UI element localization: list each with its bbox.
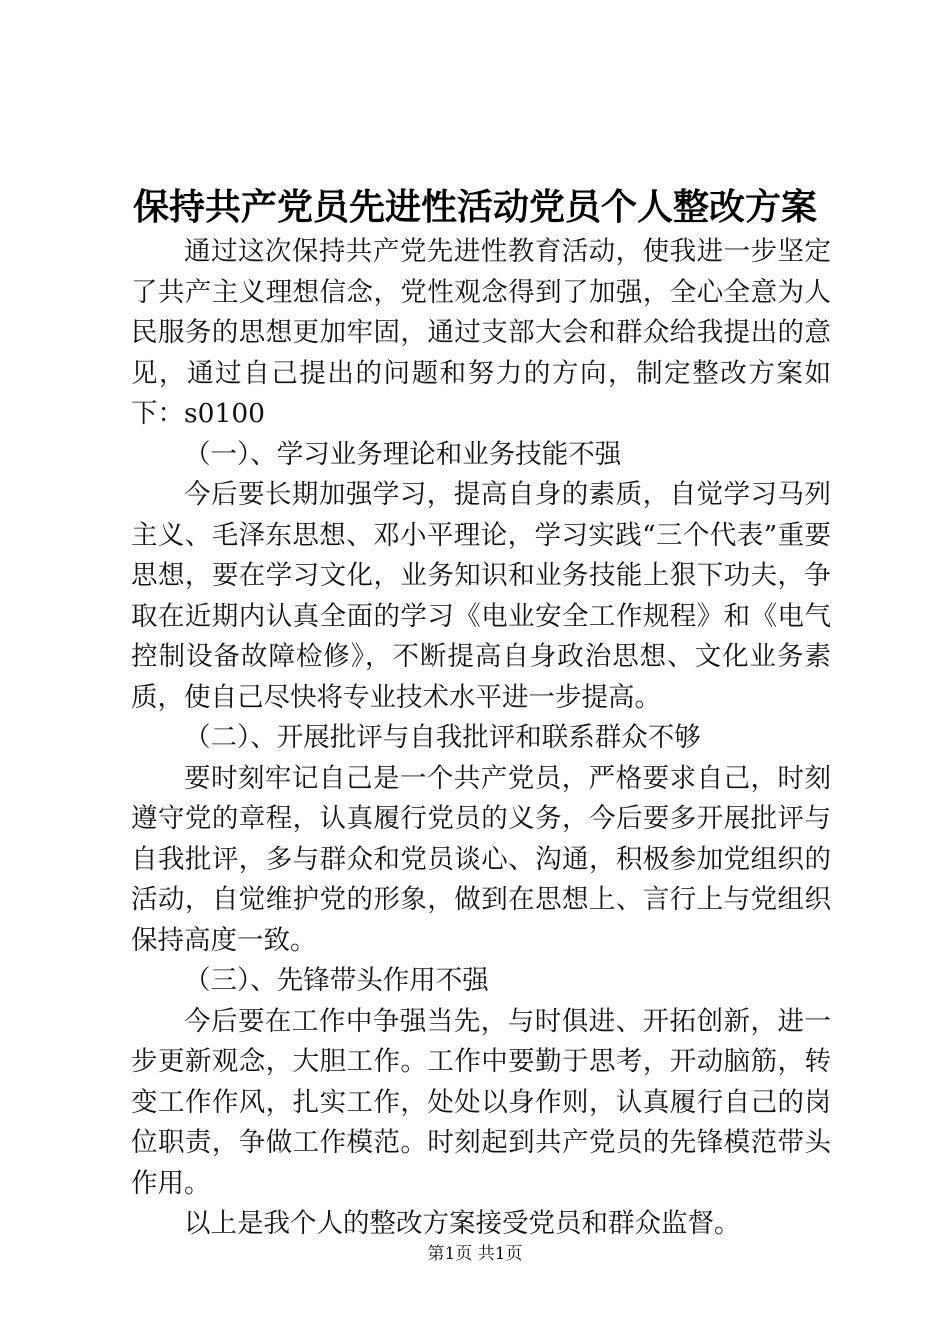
document-body bbox=[131, 232, 831, 1245]
section-3-body: 今后要在工作中争强当先，与时俱进、开拓创新，进一步更新观念，大胆工作。工作中要勤于思考，开动脑筋，转变工作作风，扎实工作，处处以身作则，认真履行自己的岗位职责，争做工作模范。时刻起到共产党员的先锋模范带头作用。 bbox=[131, 1005, 831, 1199]
closing-paragraph: 以上是我个人的整改方案接受党员和群众监督。 bbox=[184, 1208, 741, 1239]
page-footer: 第1页 共1页 bbox=[427, 1244, 523, 1264]
section-3-heading: （三）、先锋带头作用不强 bbox=[184, 965, 489, 996]
section-2-heading: （二）、开展批评与自我批评和联系群众不够 bbox=[184, 722, 701, 753]
section-2-body: 要时刻牢记自己是一个共产党员，严格要求自己，时刻遵守党的章程，认真履行党员的义务，今后要多开展批评与自我批评，多与群众和党员谈心、沟通，积极参加党组织的活动，自觉维护党的形象，做到在思想上、言行上与党组织保持高度一致。 bbox=[131, 762, 831, 956]
intro-paragraph: 通过这次保持共产党先进性教育活动，使我进一步坚定了共产主义理想信念，党性观念得到了加强，全心全意为人民服务的思想更加牢固，通过支部大会和群众给我提出的意见，通过自己提出的问题和努力的方向，制定整改方案如下：s0100 bbox=[131, 236, 831, 429]
document-title: 保持共产党员先进性活动党员个人整改方案 bbox=[132, 186, 817, 228]
section-1-body: 今后要长期加强学习，提高自身的素质，自觉学习马列主义、毛泽东思想、邓小平理论，学习实践“三个代表”重要思想，要在学习文化，业务知识和业务技能上狠下功夫，争取在近期内认真全面的学习《电业安全工作规程》和《电气控制设备故障检修》，不断提高自身政治思想、文化业务素质，使自己尽快将专业技术水平进一步提高。 bbox=[131, 479, 831, 713]
section-1-heading: （一）、学习业务理论和业务技能不强 bbox=[184, 438, 622, 470]
